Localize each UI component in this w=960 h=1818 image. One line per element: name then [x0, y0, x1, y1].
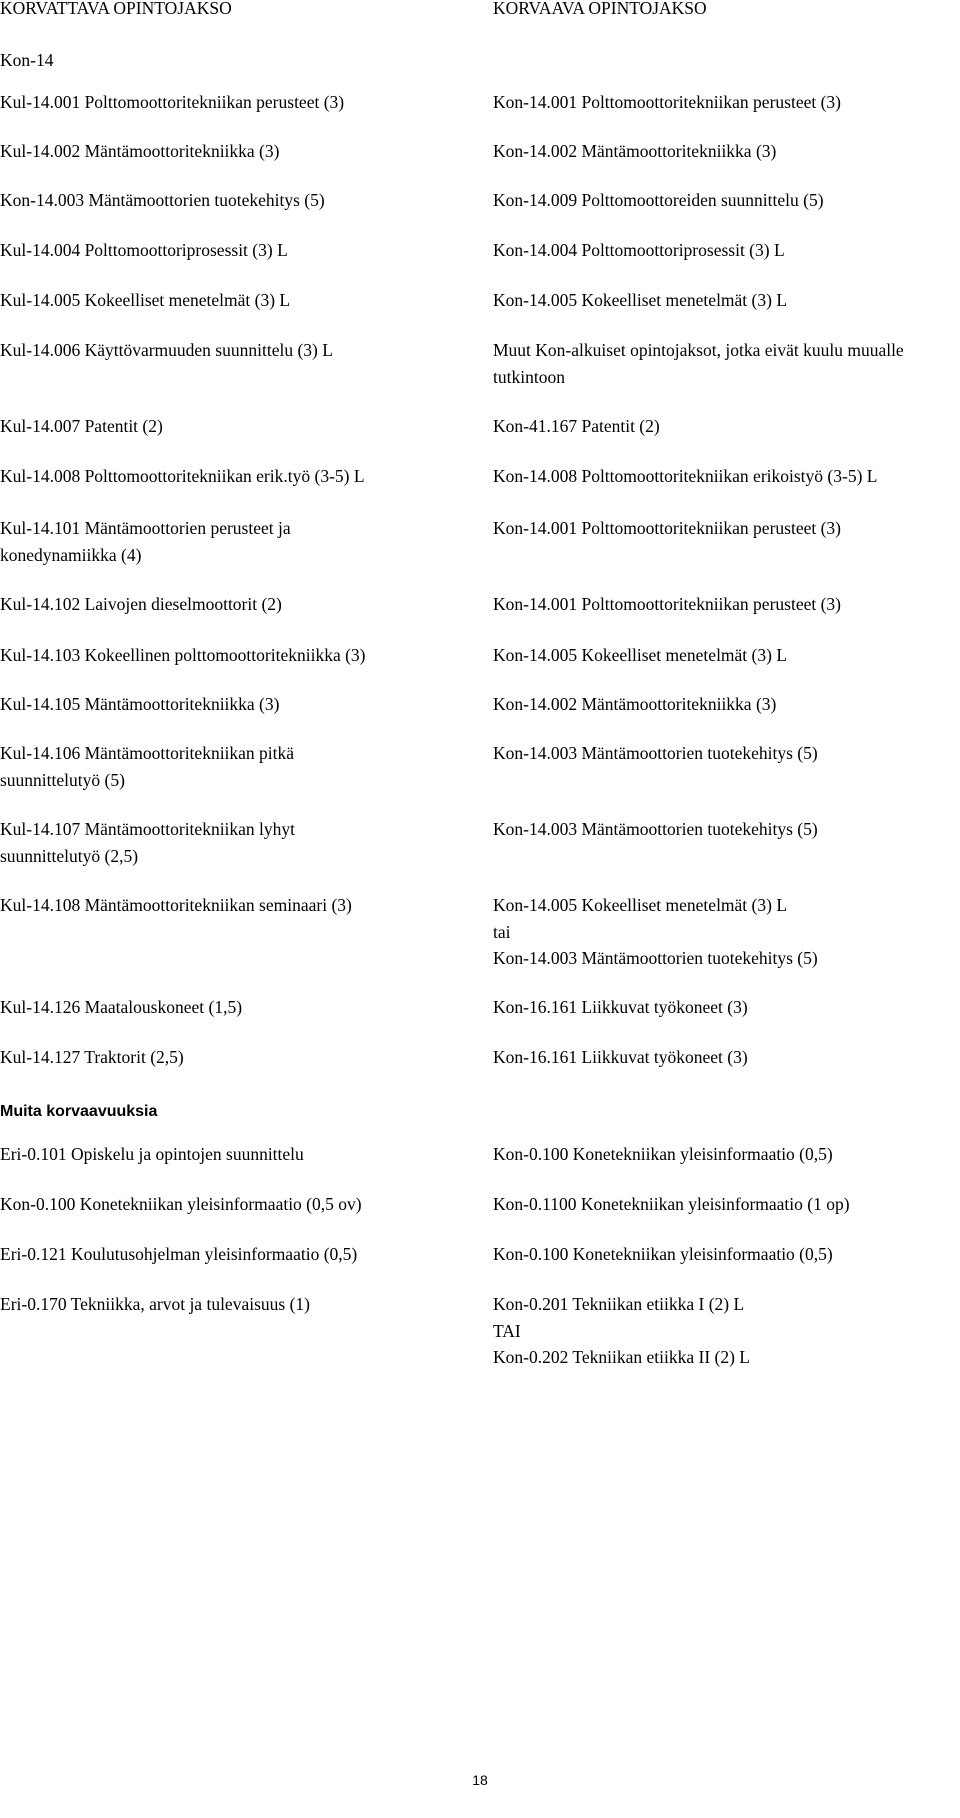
rows1-left-cell: Kul-14.008 Polttomoottoritekniikan erik.työ (3-5) L — [0, 466, 365, 486]
rows2-left-cell: Eri-0.101 Opiskelu ja opintojen suunnittelu — [0, 1144, 304, 1164]
rows1-left-cell: Kul-14.106 Mäntämoottoritekniikan pitkä — [0, 743, 295, 763]
rows1-left-cell: Kul-14.006 Käyttövarmuuden suunnittelu (3) L — [0, 340, 333, 360]
rows1-right-cell: Kon-14.003 Mäntämoottorien tuotekehitys (5) — [493, 819, 818, 839]
rows2-right-cell: Kon-0.100 Konetekniikan yleisinformaatio (0,5) — [493, 1244, 833, 1264]
rows1-right-cell: Kon-14.008 Polttomoottoritekniikan erikoistyö (3-5) L — [493, 466, 878, 486]
rows1-right-cell: Kon-14.003 Mäntämoottorien tuotekehitys (5) — [493, 948, 818, 968]
section-title-muita: Muita korvaavuuksia — [0, 1103, 158, 1120]
rows1-left-cell: Kul-14.127 Traktorit (2,5) — [0, 1047, 184, 1067]
rows2-right-cell: Kon-0.201 Tekniikan etiikka I (2) L — [493, 1294, 745, 1314]
rows1-left-cell: Kul-14.001 Polttomoottoritekniikan perusteet (3) — [0, 92, 345, 112]
rows1-left-cell: Kul-14.004 Polttomoottoriprosessit (3) L — [0, 240, 288, 260]
page-number: 18 — [472, 1772, 488, 1788]
rows1-right-cell: Kon-14.004 Polttomoottoriprosessit (3) L — [493, 240, 785, 260]
rows1-right-cell: Kon-14.002 Mäntämoottoritekniikka (3) — [493, 141, 777, 161]
rows1-left-cell: Kul-14.126 Maatalouskoneet (1,5) — [0, 997, 243, 1017]
rows1-right-cell: Kon-14.001 Polttomoottoritekniikan perusteet (3) — [493, 518, 842, 538]
rows1-left-cell: Kul-14.107 Mäntämoottoritekniikan lyhyt — [0, 819, 296, 839]
rows1-left-cell: Kul-14.002 Mäntämoottoritekniikka (3) — [0, 141, 280, 161]
rows1-right-cell: tutkintoon — [493, 366, 565, 387]
rows2-right-cell: Kon-0.1100 Konetekniikan yleisinformaatio (1 op) — [493, 1194, 850, 1214]
rows1-left-cell: Kul-14.105 Mäntämoottoritekniikka (3) — [0, 694, 280, 714]
rows1-left-cell: Kul-14.102 Laivojen dieselmoottorit (2) — [0, 594, 282, 614]
rows1-right-cell: Kon-14.001 Polttomoottoritekniikan perusteet (3) — [493, 92, 842, 112]
rows1-left-cell: konedynamiikka (4) — [0, 544, 142, 565]
rows1-left-cell: suunnittelutyö (2,5) — [0, 845, 139, 866]
rows1-left-cell: Kon-14.003 Mäntämoottorien tuotekehitys (5) — [0, 190, 325, 210]
rows1-left-cell: Kul-14.007 Patentit (2) — [0, 416, 163, 436]
rows1-left-cell: suunnittelutyö (5) — [0, 769, 125, 790]
rows1-right-cell: Kon-14.003 Mäntämoottorien tuotekehitys (5) — [493, 743, 818, 763]
header-left: KORVATTAVA OPINTOJAKSO — [0, 0, 232, 18]
rows1-right-cell: Kon-16.161 Liikkuvat työkoneet (3) — [493, 1047, 748, 1067]
rows2-left-cell: Kon-0.100 Konetekniikan yleisinformaatio (0,5 ov) — [0, 1194, 362, 1214]
rows2-right-cell: Kon-0.100 Konetekniikan yleisinformaatio (0,5) — [493, 1144, 833, 1164]
rows2-right-cell: TAI — [493, 1320, 521, 1341]
rows2-left-cell: Eri-0.170 Tekniikka, arvot ja tulevaisuus (1) — [0, 1294, 310, 1314]
rows1-left-cell: Kul-14.108 Mäntämoottoritekniikan seminaari (3) — [0, 895, 352, 915]
rows1-right-cell: Kon-16.161 Liikkuvat työkoneet (3) — [493, 997, 748, 1017]
rows1-right-cell: Kon-14.005 Kokeelliset menetelmät (3) L — [493, 290, 788, 310]
header-right: KORVAAVA OPINTOJAKSO — [493, 0, 707, 18]
rows1-right-cell: Muut Kon-alkuiset opintojaksot, jotka eivät kuulu muualle — [493, 340, 904, 360]
rows1-right-cell: Kon-14.001 Polttomoottoritekniikan perusteet (3) — [493, 594, 842, 614]
rows2-left-cell: Eri-0.121 Koulutusohjelman yleisinformaatio (0,5) — [0, 1244, 358, 1264]
rows1-right-cell: Kon-14.002 Mäntämoottoritekniikka (3) — [493, 694, 777, 714]
section-title-kon14: Kon-14 — [0, 50, 54, 70]
rows1-right-cell: Kon-14.005 Kokeelliset menetelmät (3) L — [493, 895, 788, 915]
rows1-left-cell: Kul-14.005 Kokeelliset menetelmät (3) L — [0, 290, 291, 310]
rows1-right-cell: Kon-41.167 Patentit (2) — [493, 416, 660, 436]
rows1-right-cell: tai — [493, 921, 511, 942]
rows1-left-cell: Kul-14.101 Mäntämoottorien perusteet ja — [0, 518, 291, 538]
rows1-right-cell: Kon-14.009 Polttomoottoreiden suunnittelu (5) — [493, 190, 824, 210]
rows1-left-cell: Kul-14.103 Kokeellinen polttomoottoritekniikka (3) — [0, 645, 366, 665]
rows2-right-cell: Kon-0.202 Tekniikan etiikka II (2) L — [493, 1347, 750, 1367]
rows1-right-cell: Kon-14.005 Kokeelliset menetelmät (3) L — [493, 645, 788, 665]
